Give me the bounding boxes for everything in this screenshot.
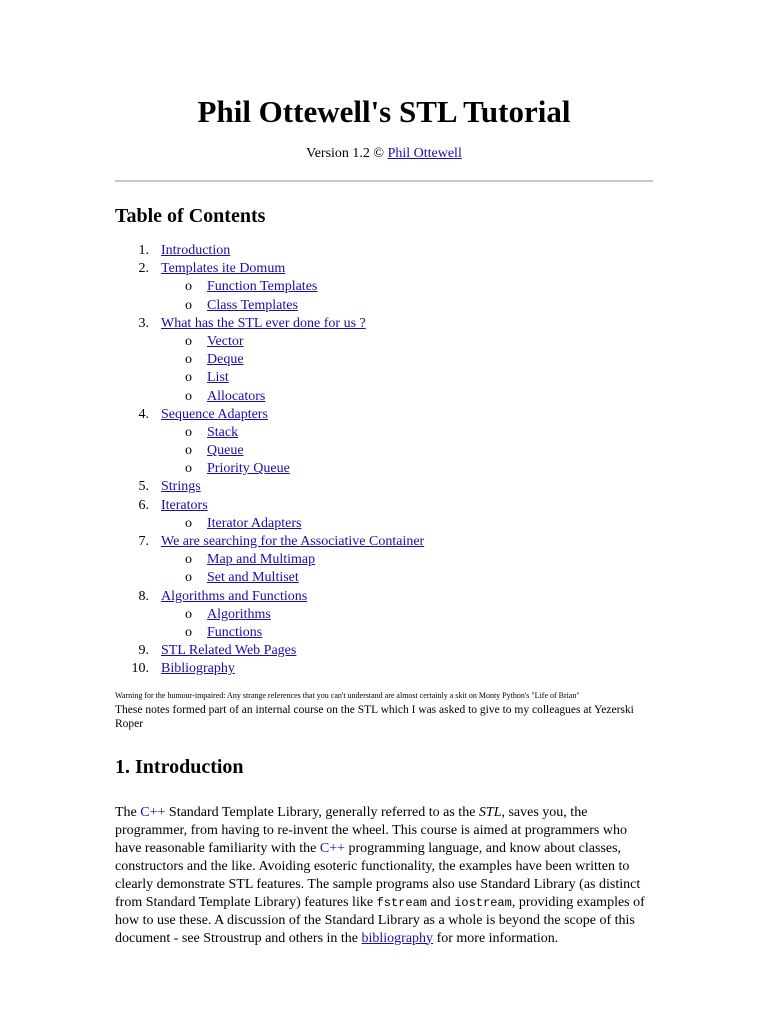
toc-number-wrap <box>115 533 149 551</box>
intro-text: programming language, and know about classes, constructors and the like. Avoiding esoteric functionality, the examples have been written to clearly demonstrate STL features. The sample programs also use Standard Library (as distinct from Standard Template Library) features like <box>115 840 641 910</box>
toc-number: 3. <box>138 315 149 331</box>
toc-link[interactable]: Sequence Adapters <box>161 406 268 422</box>
bullet-icon: o <box>185 570 192 586</box>
bullet-icon: o <box>185 352 192 368</box>
toc-heading: Table of Contents <box>115 205 266 227</box>
toc-link[interactable]: What has the STL ever done for us ? <box>161 315 366 331</box>
toc-subitem <box>115 606 653 624</box>
bullet-icon: o <box>185 443 192 459</box>
bullet-icon: o <box>185 388 192 404</box>
cpp-term: C++ <box>140 804 166 820</box>
intro-paragraph <box>115 804 653 948</box>
bullet-icon: o <box>185 606 192 622</box>
bullet-icon: o <box>185 624 192 640</box>
humour-warning: Warning for the humour-impaired: Any strange references that you can't understand are almost certainly a skit on Monty Python's "Life of Brian" <box>115 690 580 700</box>
section-heading-introduction: 1. Introduction <box>115 755 244 778</box>
bullet-icon: o <box>185 279 192 295</box>
toc-link[interactable]: Strings <box>161 479 201 495</box>
toc-sublink[interactable]: Vector <box>207 333 244 349</box>
toc-sublink[interactable]: Functions <box>207 624 263 640</box>
toc-number-wrap <box>115 260 149 278</box>
bullet-icon: o <box>185 552 192 568</box>
toc-link[interactable]: Bibliography <box>161 661 235 677</box>
toc-link[interactable]: We are searching for the Associative Container <box>161 534 425 549</box>
toc-number-wrap <box>115 242 149 260</box>
toc-item <box>115 497 653 515</box>
toc-subitem <box>115 388 653 406</box>
toc-link[interactable]: STL Related Web Pages <box>161 643 297 659</box>
toc-number-wrap <box>115 315 149 333</box>
toc-subitem <box>115 551 653 569</box>
intro-text: Standard Template Library, generally referred to as the <box>165 804 479 820</box>
toc-link[interactable]: Templates ite Domum <box>161 261 286 277</box>
intro-text: , saves you, the programmer, from having to re-invent the wheel. This course is aimed at programmers who have reasonable familiarity with the <box>115 804 627 856</box>
toc-sublink[interactable]: Stack <box>207 424 239 440</box>
toc-item <box>115 315 653 333</box>
toc-number: 8. <box>138 588 149 604</box>
toc-number-wrap <box>115 660 149 678</box>
toc-item <box>115 533 653 551</box>
toc-number: 5. <box>138 479 149 495</box>
toc-number: 4. <box>138 406 149 422</box>
toc-sublink[interactable]: Algorithms <box>207 606 271 622</box>
toc-item <box>115 478 653 496</box>
intro-text: , providing examples of how to use these. A discussion of the Standard Library as a whole is beyond the scope of this document - see Stroustrup and others in the <box>115 894 645 946</box>
intro-text: and <box>426 894 455 910</box>
table-of-contents <box>115 242 653 679</box>
cpp-term: C++ <box>319 840 346 856</box>
toc-number: 10. <box>131 661 149 677</box>
toc-item <box>115 642 653 660</box>
toc-subitem <box>115 351 653 369</box>
toc-subitem <box>115 569 653 587</box>
toc-number-wrap <box>115 478 149 496</box>
toc-link[interactable]: Introduction <box>161 243 231 258</box>
intro-text: The <box>115 804 141 820</box>
version-line <box>115 145 653 163</box>
toc-sublink[interactable]: Priority Queue <box>207 461 290 477</box>
toc-sublink[interactable]: Queue <box>207 443 244 459</box>
stl-term: STL <box>478 804 502 820</box>
toc-number-wrap <box>115 406 149 424</box>
toc-item <box>115 660 653 678</box>
toc-subitem <box>115 333 653 351</box>
bibliography-link[interactable]: bibliography <box>361 930 434 946</box>
toc-subitem <box>115 297 653 315</box>
bullet-icon: o <box>185 333 192 349</box>
toc-item <box>115 406 653 424</box>
toc-number: 6. <box>138 497 149 513</box>
bullet-icon: o <box>185 370 192 386</box>
toc-number: 2. <box>138 261 149 277</box>
bullet-icon: o <box>185 297 192 313</box>
toc-sublink[interactable]: Class Templates <box>207 297 298 313</box>
toc-subitem <box>115 424 653 442</box>
toc-sublink[interactable]: Set and Multiset <box>207 570 299 586</box>
toc-subitem <box>115 278 653 296</box>
bullet-icon: o <box>185 461 192 477</box>
toc-number: 9. <box>138 643 149 659</box>
toc-link[interactable]: Algorithms and Functions <box>161 588 308 604</box>
toc-number-wrap <box>115 642 149 660</box>
toc-sublink[interactable]: List <box>207 370 229 386</box>
code-fstream: fstream <box>376 895 427 910</box>
toc-item <box>115 260 653 278</box>
author-link[interactable]: Phil Ottewell <box>387 146 462 161</box>
toc-number: 1. <box>138 243 149 258</box>
toc-item <box>115 242 653 260</box>
toc-item <box>115 588 653 606</box>
bullet-icon: o <box>185 515 192 531</box>
page-title: Phil Ottewell's STL Tutorial <box>197 94 571 129</box>
intro-text: for more information. <box>433 930 559 946</box>
toc-sublink[interactable]: Iterator Adapters <box>207 515 302 531</box>
version-text: Version 1.2 © <box>306 146 388 161</box>
bullet-icon: o <box>185 424 192 440</box>
toc-sublink[interactable]: Allocators <box>207 388 266 404</box>
code-iostream: iostream <box>454 895 512 910</box>
toc-subitem <box>115 460 653 478</box>
course-note: These notes formed part of an internal course on the STL which I was asked to give to my colleagues at Yezerski Roper <box>115 703 634 730</box>
toc-link[interactable]: Iterators <box>161 497 208 513</box>
toc-subitem <box>115 369 653 387</box>
toc-number-wrap <box>115 588 149 606</box>
toc-number: 7. <box>138 534 149 549</box>
toc-subitem <box>115 515 653 533</box>
toc-sublink[interactable]: Deque <box>207 352 244 368</box>
toc-sublink[interactable]: Function Templates <box>207 279 318 295</box>
toc-sublink[interactable]: Map and Multimap <box>207 552 316 568</box>
toc-number-wrap <box>115 497 149 515</box>
toc-subitem <box>115 442 653 460</box>
toc-subitem <box>115 624 653 642</box>
